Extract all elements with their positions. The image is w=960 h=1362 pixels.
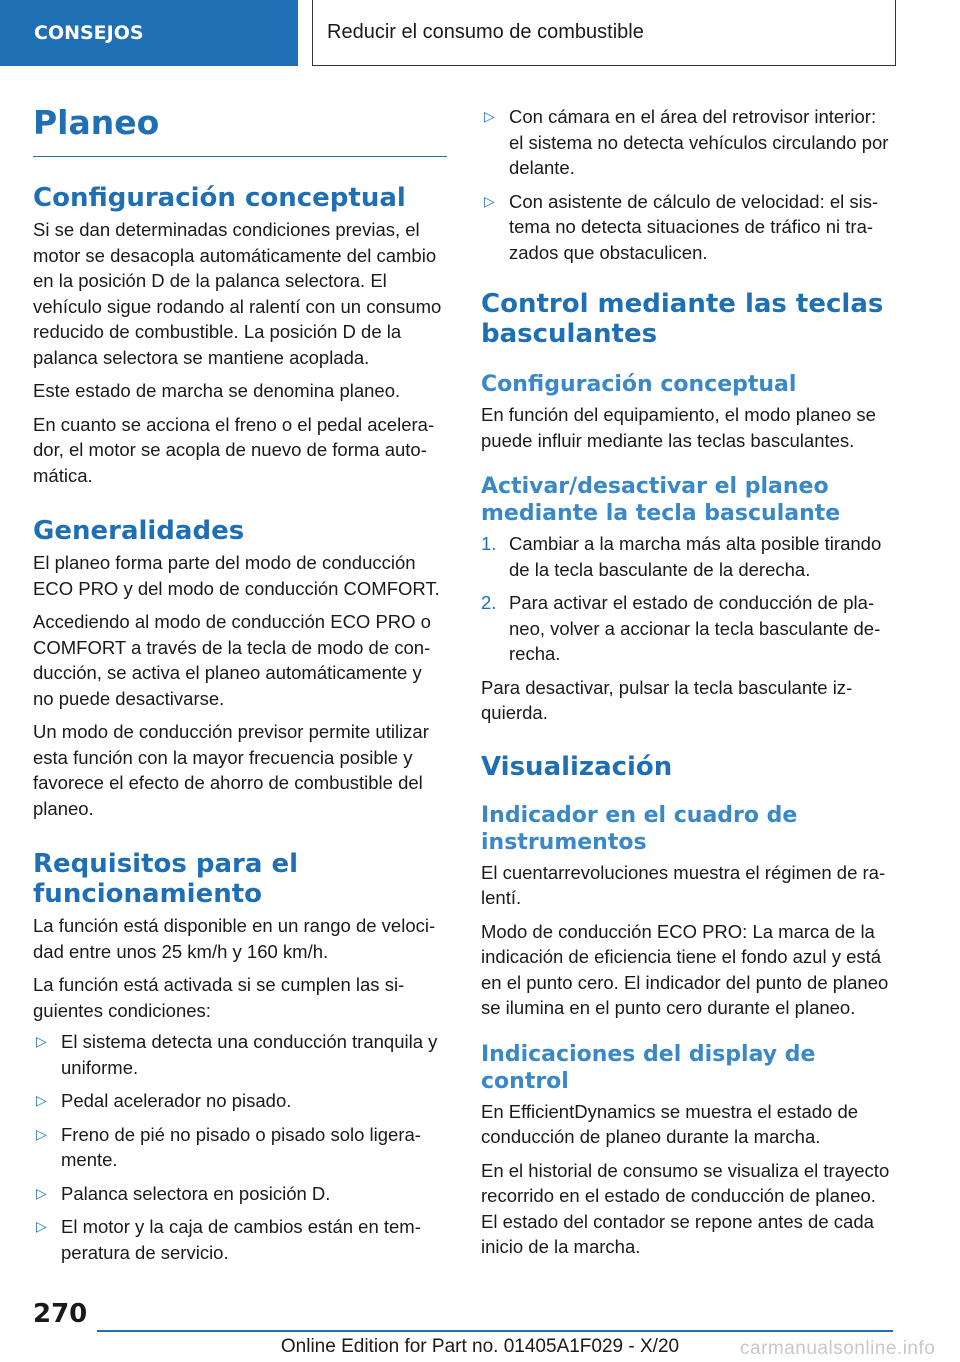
edition-note: Online Edition for Part no. 01405A1F029 - X/20 <box>280 1336 680 1357</box>
paragraph: En el historial de consumo se visualiza el trayecto recorrido en el estado de conducción de planeo. El estado del contador se repone antes de cada inicio de la marcha. <box>481 1159 890 1257</box>
heading-configuracion: Configuración conceptual <box>33 183 406 213</box>
triangle-bullet-icon: ▷ <box>36 1125 47 1142</box>
conditions-list-continued <box>481 104 895 265</box>
step-item: 1. Cambiar a la marcha más alta posible tirando de la tecla basculante de la derecha. <box>481 533 882 580</box>
list-item: ▷ El sistema detecta una conducción tranquila y uniforme. <box>36 1031 438 1078</box>
step-item: 2. Para activar el estado de conducción de planeo, volver a accionar la tecla basculante derecha. <box>481 592 881 664</box>
triangle-bullet-icon: ▷ <box>484 108 495 124</box>
paragraph: En EfficientDynamics se muestra el estado de conducción de planeo durante la marcha. <box>481 1100 859 1147</box>
heading-visualizacion: Visualización <box>481 751 673 782</box>
heading-configuracion-2: Configuración conceptual <box>481 372 797 397</box>
paragraph: Este estado de marcha se denomina planeo. <box>33 380 401 401</box>
heading-control-teclas: Control mediante las teclas basculantes <box>481 289 884 349</box>
page-header <box>0 0 960 68</box>
list-item: ▷ Palanca selectora en posición D. <box>33 1181 447 1207</box>
heading-activar-desactivar: Activar/desactivar el planeo mediante la tecla basculante <box>481 474 841 526</box>
list-item: ▷ Freno de pié no pisado o pisado solo ligeramente. <box>36 1123 421 1170</box>
paragraph: Si se dan determinadas condiciones previas, el motor se desacopla automáticamente del cambio en la posición D de la palanca selectora. El vehículo sigue rodando al ralentí con un consumo reducido de combustible. La posición D de la palanca selectora se mantiene acoplada. <box>33 219 442 368</box>
paragraph: Accediendo al modo de conducción ECO PRO o COMFORT a través de la tecla de modo de conducción, se activa el planeo automáticamente y no puede desactivarse. <box>33 611 431 709</box>
paragraph: El planeo forma parte del modo de conducción ECO PRO y del modo de conducción COMFORT. <box>33 552 440 599</box>
paragraph: La función está disponible en un rango de velocidad entre unos 25 km/h y 160 km/h. <box>33 915 436 962</box>
heading-generalidades: Generalidades <box>33 516 245 546</box>
paragraph: En función del equipamiento, el modo planeo se puede influir mediante las teclas basculantes. <box>481 404 876 451</box>
list-item: ▷ Pedal acelerador no pisado. <box>33 1088 447 1114</box>
list-item: ▷ El motor y la caja de cambios están en temperatura de servicio. <box>36 1216 421 1263</box>
paragraph: La función está activada si se cumplen las siguientes condiciones: <box>33 974 405 1021</box>
heading-indicador: Indicador en el cuadro de instrumentos <box>481 802 798 855</box>
list-item: ▷ Con cámara en el área del retrovisor interior: el sistema no detecta vehículos circulando por delante. <box>484 106 889 178</box>
right-column <box>481 100 895 1260</box>
footer-divider <box>97 1330 893 1332</box>
chapter-title: Reducir el consumo de combustible <box>312 0 896 66</box>
page-number: 270 <box>33 1299 88 1329</box>
paragraph: Para desactivar, pulsar la tecla basculante izquierda. <box>481 676 853 723</box>
page-title: Planeo <box>33 100 447 157</box>
triangle-bullet-icon: ▷ <box>36 1184 47 1201</box>
left-column <box>33 100 447 1265</box>
heading-display-control: Indicaciones del display de control <box>481 1041 816 1094</box>
steps-list <box>481 531 895 667</box>
triangle-bullet-icon: ▷ <box>36 1218 47 1234</box>
list-item: ▷ Con asistente de cálculo de velocidad: el sistema no detecta situaciones de tráfico ni trazados que obstaculicen. <box>484 190 879 263</box>
watermark: carmanualsonline.info <box>740 1338 936 1359</box>
triangle-bullet-icon: ▷ <box>484 192 495 209</box>
paragraph: Un modo de conducción previsor permite utilizar esta función con la mayor frecuencia posible y favorece el efecto de ahorro de combustible del planeo. <box>33 721 429 819</box>
triangle-bullet-icon: ▷ <box>36 1033 47 1049</box>
conditions-list <box>33 1029 447 1265</box>
triangle-bullet-icon: ▷ <box>36 1092 47 1108</box>
paragraph: El cuentarrevoluciones muestra el régimen de ralentí. <box>481 861 886 908</box>
section-tab: CONSEJOS <box>0 0 298 66</box>
heading-requisitos: Requisitos para el funcionamiento <box>33 849 299 909</box>
paragraph: En cuanto se acciona el freno o el pedal acelerador, el motor se acopla de nuevo de forma automática. <box>33 413 435 486</box>
paragraph: Modo de conducción ECO PRO: La marca de la indicación de eficiencia tiene el fondo azul y está en el punto cero. El indicador del punto de planeo se ilumina en el punto cero durante el planeo. <box>481 920 889 1018</box>
